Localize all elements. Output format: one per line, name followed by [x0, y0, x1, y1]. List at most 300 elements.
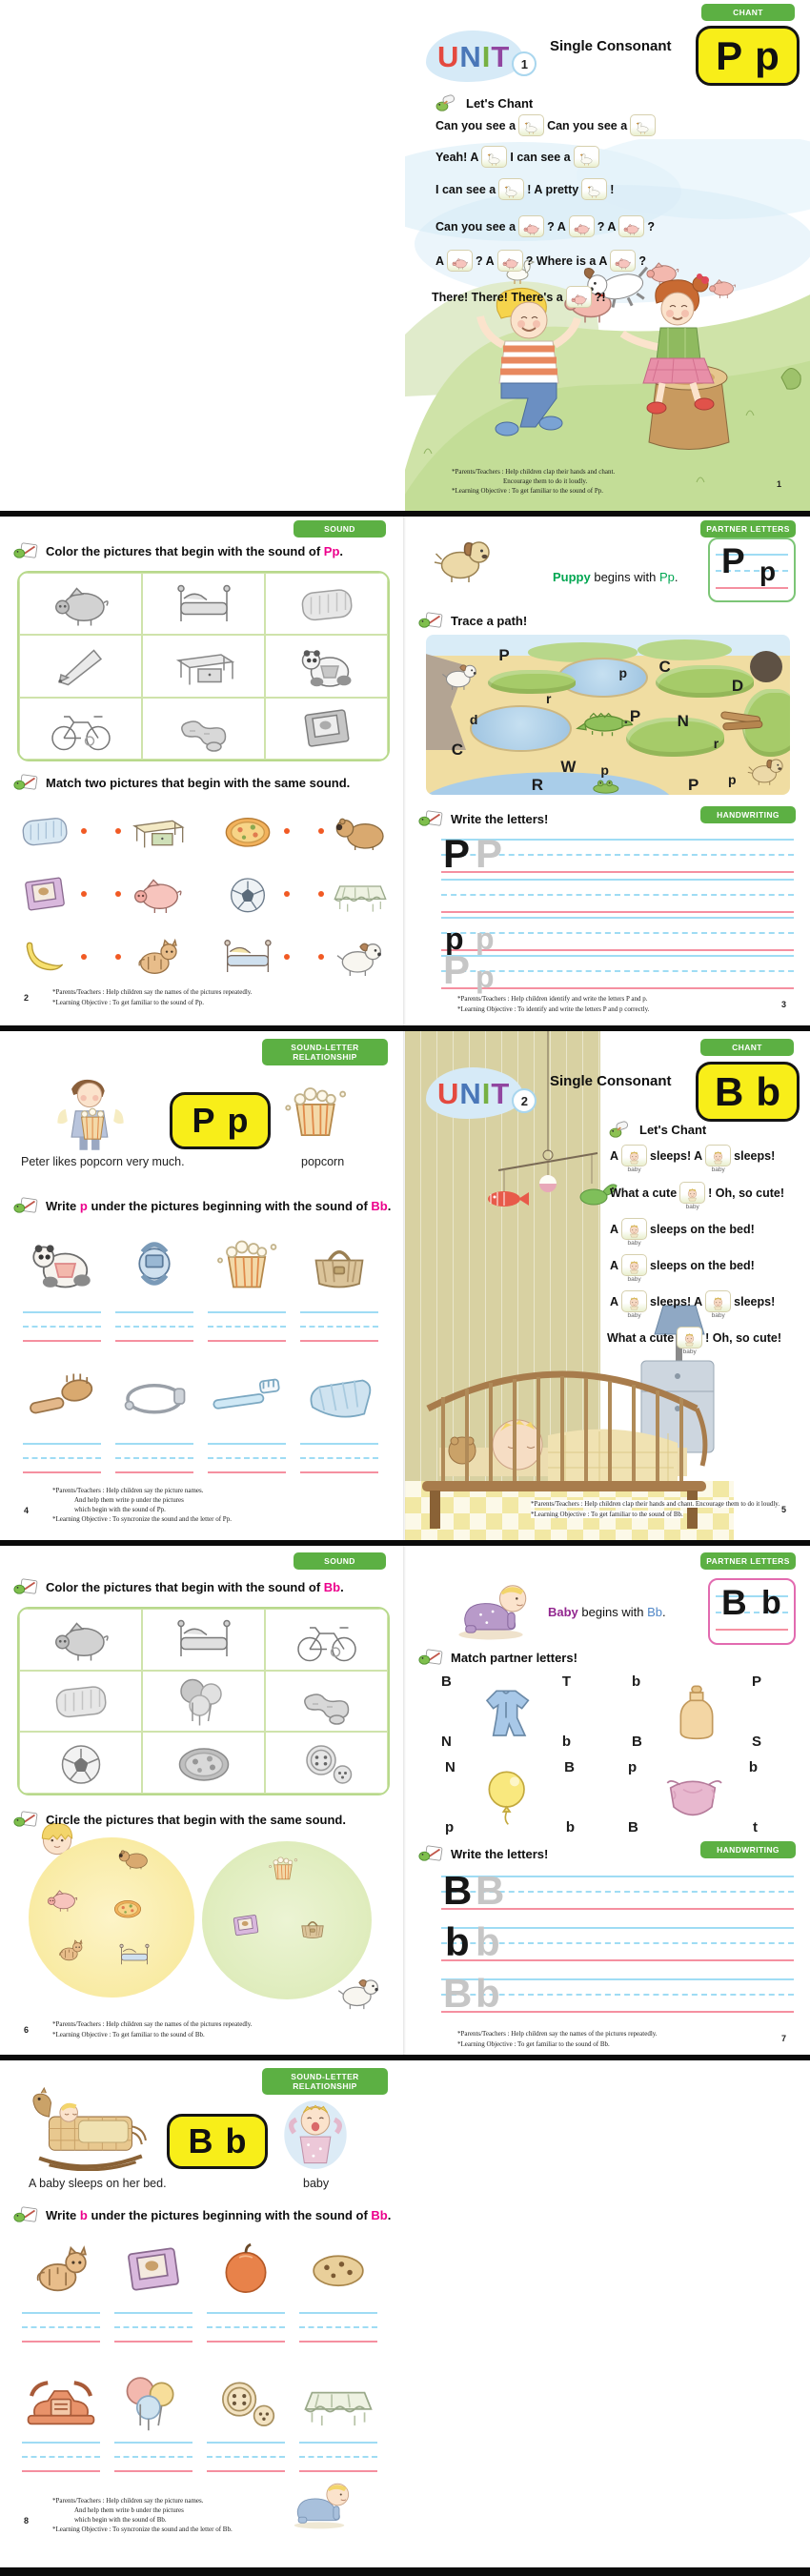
match-dot [318, 828, 324, 834]
activity-icon [13, 1196, 39, 1215]
chant-icon [607, 1120, 633, 1139]
small-letter: p [755, 32, 780, 78]
handwriting-letter: b [476, 1919, 500, 1964]
bed-icon [114, 1940, 154, 1969]
lets-chant-heading: Let's Chant [434, 96, 533, 112]
match-dot [115, 954, 121, 960]
goose-card [516, 114, 547, 136]
letter-formation-box [708, 538, 796, 602]
partner-letters-tag: PARTNER LETTERS [700, 520, 796, 538]
heading-write: Write the letters! [418, 812, 548, 828]
page-8-section [0, 2060, 810, 2567]
brush-icon [22, 1367, 102, 1428]
intro-sentence: Puppy begins with Pp. [553, 570, 678, 584]
trace-capital: B [721, 1583, 747, 1622]
cookie-icon [298, 2240, 378, 2299]
dog-icon [329, 934, 392, 980]
crawling-baby-illustration [286, 2476, 353, 2533]
parents-note: which begin with the sound of Pp. [74, 1506, 166, 1513]
bag-icon [294, 1914, 332, 1941]
soccer-icon [33, 1737, 129, 1789]
pig-icon [33, 578, 129, 630]
chant-line: Can you see a Can you see a [435, 114, 658, 136]
learning-objective: *Learning Objective : To get familiar to the sound of Bb. [531, 1511, 683, 1518]
match-dot [115, 828, 121, 834]
chant-line: What a cute baby ! Oh, so cute! [607, 1327, 781, 1349]
bag-icon [299, 1233, 379, 1294]
sound-tag: SOUND [294, 520, 386, 538]
page-7 [405, 1546, 810, 2055]
dog-icon [436, 658, 484, 693]
toothbrush-icon [207, 1367, 287, 1428]
activity-icon [13, 1577, 39, 1596]
sound-letter-tag: SOUND-LETTER RELATIONSHIP [262, 1039, 388, 1065]
boy-eating-popcorn-illustration [55, 1075, 126, 1155]
goose-card [627, 114, 658, 136]
pillow-icon [279, 578, 375, 630]
safety-pin-icon [114, 1367, 194, 1428]
bottle-icon [658, 1680, 735, 1743]
pizza-icon [109, 1895, 147, 1922]
example-sentence: A baby sleeps on her bed. [29, 2177, 167, 2190]
unit-word: UNIT [437, 1077, 511, 1110]
pig-icon [33, 1613, 129, 1665]
pig-card [616, 215, 647, 237]
learning-objective: *Learning Objective : To get familiar to the sound of Bb. [52, 2031, 205, 2038]
match-item-balloon: N B p b [445, 1759, 575, 1836]
handwriting-letter: p [476, 922, 495, 956]
pig-card [516, 215, 547, 237]
capital-letter: B [188, 2121, 213, 2160]
book-icon [113, 2240, 193, 2299]
match-cell-book [13, 871, 87, 917]
learning-objective: *Learning Objective : To syncronize the sound and the letter of Pp. [52, 1515, 232, 1523]
page-number: 3 [781, 1000, 787, 1009]
learning-objective: *Learning Objective : To get familiar to the sound of Bb. [457, 2040, 610, 2048]
activity-icon [13, 541, 39, 560]
match-row [13, 871, 392, 917]
match-dot [81, 891, 87, 897]
rocking-bed-illustration [27, 2087, 156, 2171]
cave [750, 651, 782, 683]
example-word: popcorn [301, 1155, 345, 1168]
intro-sentence: Baby begins with Bb. [548, 1605, 666, 1619]
heading-match-partner: Match partner letters! [418, 1651, 577, 1667]
banana-icon [13, 934, 76, 980]
popcorn-illustration [274, 1073, 356, 1149]
parents-note: *Parents/Teachers : Help children clap their hands and chant. Encourage them to do it loudly. [531, 1500, 780, 1508]
letter-box-pp [170, 1092, 271, 1149]
page-3 [405, 517, 810, 1025]
maze-letter: P [498, 645, 510, 664]
handwriting-row [441, 917, 794, 956]
match-dot [284, 954, 290, 960]
grid-cell [19, 573, 142, 635]
chant-line: What a cute baby ! Oh, so cute! [610, 1182, 784, 1204]
chant-line: A baby sleeps! A baby sleeps! [610, 1290, 775, 1312]
circle-group-right [202, 1841, 372, 1999]
small-letter: p [227, 1101, 249, 1140]
baby-card: baby [702, 1290, 734, 1312]
trace-small: p [759, 557, 777, 586]
letter-formation-box [708, 1578, 796, 1645]
watch-icon [114, 1233, 194, 1294]
handwriting-letter: P [443, 831, 471, 876]
letter-box-bb [167, 2114, 268, 2169]
maze-letter: r [713, 735, 719, 751]
lets-chant-heading: Let's Chant [607, 1123, 706, 1139]
maze-letter: p [600, 762, 609, 779]
grid-cell [265, 1732, 388, 1794]
small-letter: b [756, 1068, 780, 1114]
bear-icon [114, 1844, 152, 1872]
bush [488, 670, 576, 694]
panda-icon [279, 640, 375, 692]
maze-letter: R [531, 775, 544, 794]
parents-note: *Parents/Teachers : Help children clap their hands and chant. [452, 468, 616, 476]
match-cell-cat [115, 934, 189, 980]
page-number: 2 [24, 993, 30, 1003]
balloons-icon [113, 2373, 193, 2432]
handwriting-row [441, 1868, 794, 1913]
pillow-icon [13, 808, 76, 854]
heading-write: Write the letters! [418, 1847, 548, 1863]
book-icon [13, 871, 76, 917]
popcorn-icon [207, 1233, 287, 1294]
grid-cell [265, 1609, 388, 1671]
grid-cell [265, 573, 388, 635]
heading-color-bb: Color the pictures that begin with the sound of Bb. [13, 1580, 344, 1596]
popcorn-icon [263, 1854, 303, 1882]
goose-card [496, 178, 527, 200]
bib-icon [655, 1766, 731, 1829]
example-word: baby [303, 2177, 330, 2190]
match-dot [318, 891, 324, 897]
page-number: 4 [24, 1506, 30, 1515]
activity-icon [418, 809, 444, 828]
chant-line: There! There! There's a ?! [432, 286, 606, 308]
parents-note: *Parents/Teachers : Help children say the names of the pictures repeatedly. [52, 988, 253, 996]
soccer-icon [216, 871, 279, 917]
pajamas-icon [468, 1680, 544, 1743]
page-8 [0, 2060, 405, 2567]
heading-color-pp: Color the pictures that begin with the sound of Pp. [13, 544, 343, 560]
chant-line: Yeah! A I can see a [435, 146, 602, 168]
blanket-icon [299, 1367, 379, 1428]
parents-note: *Parents/Teachers : Help children say the names of the pictures repeatedly. [457, 2030, 658, 2038]
pig-card [607, 250, 638, 272]
chant-line: I can see a ! A pretty ! [435, 178, 614, 200]
partner-letters-tag: PARTNER LETTERS [700, 1552, 796, 1570]
handwriting-letter: B [443, 1971, 473, 2016]
activity-icon [418, 1844, 444, 1863]
page-number: 6 [24, 2025, 30, 2035]
parents-note: And help them write b under the pictures [74, 2506, 184, 2514]
grid-cell [19, 1732, 142, 1794]
handwriting-tag: HANDWRITING [700, 806, 796, 823]
grid-cell [19, 1671, 142, 1733]
handwriting-row [441, 831, 794, 876]
pizza-icon [216, 808, 279, 854]
pig-icon [42, 1885, 82, 1914]
bed-icon [156, 1613, 252, 1665]
bear-icon [329, 808, 392, 854]
baby-card: baby [702, 1145, 734, 1166]
match-cell-desk [115, 808, 189, 854]
grid-cell [265, 698, 388, 760]
tablecloth-icon [329, 871, 392, 917]
learning-objective: *Learning Objective : To get familiar to the sound of Pp. [452, 487, 603, 495]
handwriting-letter: P [443, 947, 471, 992]
page-title: Single Consonant [550, 38, 672, 54]
crawling-baby-illustration [451, 1580, 531, 1641]
unit-number: 1 [512, 51, 537, 76]
heading-circle: Circle the pictures that begin with the same sound. [13, 1813, 346, 1829]
happy-baby-illustration [282, 2099, 349, 2171]
chant-line: A ? A ? Where is a A ? [435, 250, 646, 272]
bed-icon [216, 934, 279, 980]
match-item-pajamas: B T N b [441, 1673, 571, 1750]
baby-card: baby [618, 1254, 650, 1276]
grid-cell [142, 698, 265, 760]
heading-match: Match two pictures that begin with the same sound. [13, 776, 350, 792]
letter-box-pp [696, 26, 800, 86]
grid-cell [19, 635, 142, 697]
pencil-icon [33, 640, 129, 692]
match-cell-pizza [216, 808, 290, 854]
grid-cell [19, 698, 142, 760]
color-grid [17, 1607, 390, 1795]
maze-letter: W [560, 758, 577, 777]
activity-icon [13, 2205, 39, 2224]
small-letter: b [225, 2121, 247, 2160]
page-gutter [403, 1031, 406, 1540]
maze-letter: D [731, 676, 744, 695]
grid-cell [142, 1732, 265, 1794]
pizza-icon [156, 1737, 252, 1789]
parents-note: *Parents/Teachers : Help children say the names of the pictures repeatedly. [52, 2020, 253, 2028]
baby-card: baby [618, 1145, 650, 1166]
handwriting-letter: B [476, 1868, 505, 1913]
parents-note: Encourage them to do it loudly. [503, 477, 588, 485]
match-item-bib: p b B t [628, 1759, 758, 1836]
chant-tag: CHANT [701, 4, 795, 21]
parents-note: which begin with the sound of Bb. [74, 2516, 167, 2524]
grid-cell [265, 635, 388, 697]
unit-logo [437, 40, 528, 74]
chant-line: A baby sleeps! A baby sleeps! [610, 1145, 775, 1166]
handwriting-letter: b [445, 1919, 470, 1964]
apple-icon [206, 2240, 286, 2299]
page-number: 8 [24, 2516, 30, 2525]
unit-logo [437, 1077, 528, 1111]
capital-letter: P [716, 32, 743, 78]
chant-line: A baby sleeps on the bed! [610, 1254, 755, 1276]
page-6 [0, 1546, 405, 2055]
match-dot [115, 891, 121, 897]
puppy-icon [744, 753, 788, 788]
maze-letter: C [451, 740, 464, 759]
baby-card: baby [618, 1218, 650, 1240]
sound-letter-tag: SOUND-LETTER RELATIONSHIP [262, 2068, 388, 2095]
telephone-icon [21, 2373, 101, 2432]
baby-card: baby [677, 1182, 708, 1204]
match-item-bottle: b P B S [632, 1673, 761, 1750]
match-row [13, 934, 392, 980]
capital-letter: P [192, 1101, 215, 1140]
page-5 [405, 1031, 810, 1540]
chant-tag: CHANT [700, 1039, 794, 1056]
grid-cell [142, 1609, 265, 1671]
activity-icon [418, 611, 444, 630]
maze-letter: r [546, 690, 552, 706]
cat-icon [51, 1937, 90, 1964]
river [426, 766, 675, 795]
color-grid [17, 571, 390, 761]
learning-objective: *Learning Objective : To syncronize the sound and the letter of Bb. [52, 2525, 233, 2533]
page-2 [0, 517, 405, 1025]
grid-cell [19, 1609, 142, 1671]
chant-icon [434, 93, 459, 112]
pig-card [566, 215, 597, 237]
match-cell-bear [318, 808, 392, 854]
pillow-icon [33, 1675, 129, 1727]
bicycle-icon [279, 1613, 375, 1665]
match-row [13, 808, 392, 854]
match-cell-pig [115, 871, 189, 917]
page-number: 7 [781, 2034, 787, 2043]
match-dot [318, 954, 324, 960]
page-title: Single Consonant [550, 1073, 672, 1089]
grid-cell [142, 1671, 265, 1733]
parents-note: *Parents/Teachers : Help children say the picture names. [52, 2497, 204, 2505]
handwriting-letter: B [443, 1868, 473, 1913]
parents-note: *Parents/Teachers : Help children identify and write the letters P and p. [457, 995, 648, 1003]
page-gutter [403, 1546, 406, 2055]
book-icon [226, 1911, 266, 1939]
maze-letter: p [618, 664, 628, 680]
match-dot [284, 828, 290, 834]
buttons-icon [206, 2373, 286, 2432]
pig-card [444, 250, 476, 272]
balloons-icon [156, 1675, 252, 1727]
heading-write-b: Write b under the pictures beginning with the sound of Bb. [13, 2208, 391, 2224]
baby-card: baby [618, 1290, 650, 1312]
parents-note: *Parents/Teachers : Help children say the picture names. [52, 1487, 204, 1494]
pig-card [495, 250, 526, 272]
log-icon [706, 702, 776, 738]
pig-icon [126, 871, 189, 917]
match-cell-tablecloth [318, 871, 392, 917]
handwriting-row [441, 1919, 794, 1964]
match-dot [81, 954, 87, 960]
handwriting-row [441, 1971, 794, 2016]
handwriting-row [441, 947, 794, 994]
book-icon [279, 702, 375, 754]
baby-card: baby [674, 1327, 705, 1349]
tablecloth-icon [298, 2373, 378, 2432]
handwriting-row [441, 879, 794, 911]
pages-2-3-spread [0, 517, 810, 1025]
balloon-icon [472, 1766, 548, 1829]
unit-number: 2 [512, 1088, 537, 1113]
pages-6-7-spread [0, 1546, 810, 2055]
heading-write-p: Write p under the pictures beginning with the sound of Bb. [13, 1199, 391, 1215]
unit-word: UNIT [437, 40, 511, 73]
maze-letter: N [677, 711, 689, 730]
panda-icon [22, 1233, 102, 1294]
activity-icon [13, 773, 39, 792]
match-dot [81, 828, 87, 834]
goose-card [578, 178, 610, 200]
trace-small: b [761, 1585, 781, 1621]
match-cell-pillow [13, 808, 87, 854]
peanut-icon [279, 1675, 375, 1727]
match-cell-soccer [216, 871, 290, 917]
maze-letter: P [629, 706, 641, 725]
match-cell-banana [13, 934, 87, 980]
bicycle-icon [33, 702, 129, 754]
cat-icon [21, 2240, 101, 2299]
page-4 [0, 1031, 405, 1540]
goose-card [571, 146, 602, 168]
page-gutter [403, 517, 406, 1025]
cat-icon [126, 934, 189, 980]
handwriting-letter: p [476, 960, 495, 994]
chant-line: A baby sleeps on the bed! [610, 1218, 755, 1240]
pages-4-5-spread [0, 1031, 810, 1540]
maze-letter: C [658, 657, 671, 676]
peanut-icon [156, 702, 252, 754]
circle-group-left [29, 1837, 194, 1998]
page-number: 1 [777, 479, 782, 489]
goose-card [478, 146, 510, 168]
letter-box-bb [696, 1062, 800, 1122]
desk-icon [126, 808, 189, 854]
puppy-illustration [429, 534, 497, 585]
grid-cell [142, 573, 265, 635]
chant-line: Can you see a ? A ? A ? [435, 215, 655, 237]
buttons-icon [279, 1737, 375, 1789]
bottom-border [0, 2567, 810, 2576]
activity-icon [418, 1648, 444, 1667]
learning-objective: *Learning Objective : To identify and write the letters P and p correctly. [457, 1005, 650, 1013]
desk-icon [156, 640, 252, 692]
sound-tag: SOUND [294, 1552, 386, 1570]
maze-letter: d [469, 711, 478, 727]
pig-card [563, 286, 595, 308]
maze-letter: p [728, 772, 737, 788]
trace-capital: P [721, 541, 745, 580]
match-cell-dog [318, 934, 392, 980]
trace-path-maze [426, 635, 790, 795]
match-dot [284, 891, 290, 897]
page-number: 5 [781, 1505, 787, 1514]
heading-trace: Trace a path! [418, 614, 527, 630]
handwriting-letter: P [476, 831, 503, 876]
handwriting-tag: HANDWRITING [700, 1841, 796, 1858]
parents-note: And help them write p under the pictures [74, 1496, 184, 1504]
capital-letter: B [715, 1068, 744, 1114]
grid-cell [265, 1671, 388, 1733]
match-cell-bed [216, 934, 290, 980]
example-sentence: Peter likes popcorn very much. [21, 1155, 185, 1168]
grid-cell [142, 635, 265, 697]
page-1 [405, 0, 810, 511]
learning-objective: *Learning Objective : To get familiar to the sound of Pp. [52, 999, 204, 1006]
handwriting-letter: b [476, 1971, 500, 2016]
activity-icon [13, 1810, 39, 1829]
